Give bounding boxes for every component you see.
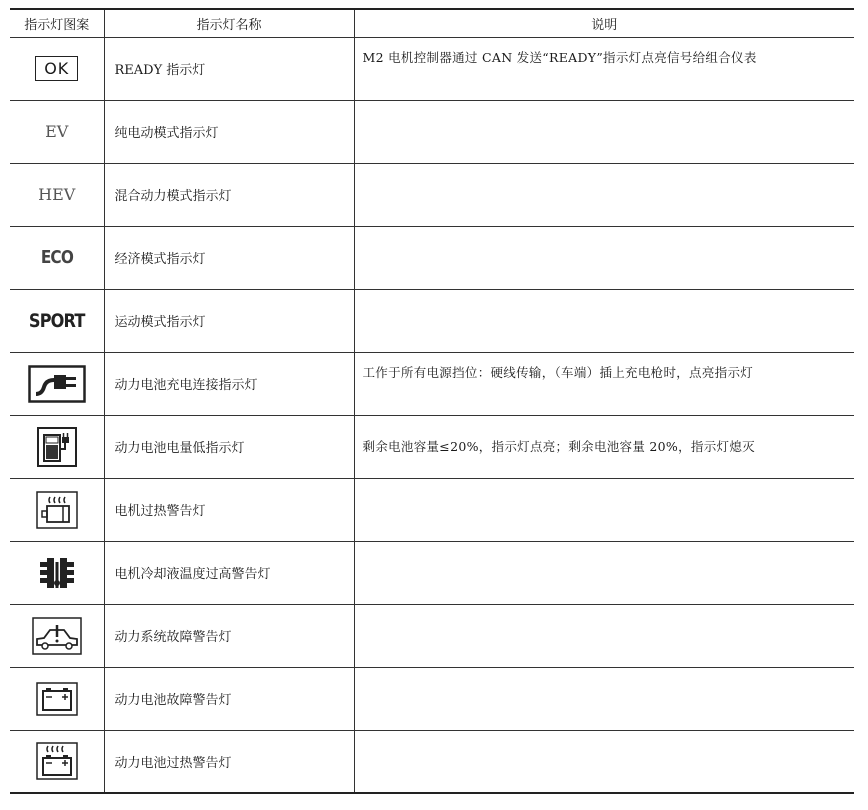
indicator-name: 电机过热警告灯 <box>104 478 354 541</box>
indicator-description <box>354 478 854 541</box>
motor-overheat-icon <box>36 491 78 529</box>
indicator-name: 运动模式指示灯 <box>104 289 354 352</box>
table-row <box>10 37 854 100</box>
indicator-description: 工作于所有电源挡位：硬线传输，（车端）插上充电枪时，点亮指示灯 <box>354 352 854 415</box>
battery-overheat-icon <box>36 742 78 780</box>
indicator-name: 动力电池故障警告灯 <box>104 667 354 730</box>
ok-icon: OK <box>35 56 78 81</box>
table-row <box>10 289 854 352</box>
indicator-description <box>354 289 854 352</box>
table-row <box>10 541 854 604</box>
hev-icon: HEV <box>38 185 76 204</box>
indicator-description <box>354 541 854 604</box>
indicator-name: 动力系统故障警告灯 <box>104 604 354 667</box>
indicator-name: 纯电动模式指示灯 <box>104 100 354 163</box>
table-row <box>10 478 854 541</box>
table-row <box>10 604 854 667</box>
table-header-row <box>10 9 854 37</box>
indicator-name: 动力电池电量低指示灯 <box>104 415 354 478</box>
indicator-description <box>354 163 854 226</box>
eco-icon: ECO <box>40 247 73 268</box>
indicator-name: 混合动力模式指示灯 <box>104 163 354 226</box>
indicator-description <box>354 604 854 667</box>
battery-fault-icon <box>36 682 78 716</box>
indicator-name: 经济模式指示灯 <box>104 226 354 289</box>
sport-icon: SPORT <box>28 309 85 332</box>
table-row <box>10 226 854 289</box>
table-row <box>10 667 854 730</box>
charging-plug-icon <box>28 365 86 403</box>
table-row <box>10 352 854 415</box>
indicator-name: 电机冷却液温度过高警告灯 <box>104 541 354 604</box>
header-description: 说明 <box>354 9 854 37</box>
header-icon: 指示灯图案 <box>10 9 104 37</box>
ev-icon: EV <box>45 122 69 141</box>
indicator-description <box>354 667 854 730</box>
coolant-temperature-icon <box>37 556 77 590</box>
table-row <box>10 100 854 163</box>
table-row <box>10 415 854 478</box>
indicator-table <box>10 8 854 794</box>
indicator-description <box>354 100 854 163</box>
indicator-description: M2 电机控制器通过 CAN 发送“READY”指示灯点亮信号给组合仪表 <box>354 37 854 100</box>
low-battery-charge-icon <box>37 427 77 467</box>
indicator-name: READY 指示灯 <box>104 37 354 100</box>
indicator-name: 动力电池过热警告灯 <box>104 730 354 793</box>
indicator-description <box>354 730 854 793</box>
indicator-description <box>354 226 854 289</box>
powertrain-fault-icon <box>32 617 82 655</box>
header-name: 指示灯名称 <box>104 9 354 37</box>
table-row <box>10 730 854 793</box>
table-row <box>10 163 854 226</box>
indicator-description: 剩余电池容量≤20%，指示灯点亮；剩余电池容量 20%，指示灯熄灭 <box>354 415 854 478</box>
indicator-name: 动力电池充电连接指示灯 <box>104 352 354 415</box>
